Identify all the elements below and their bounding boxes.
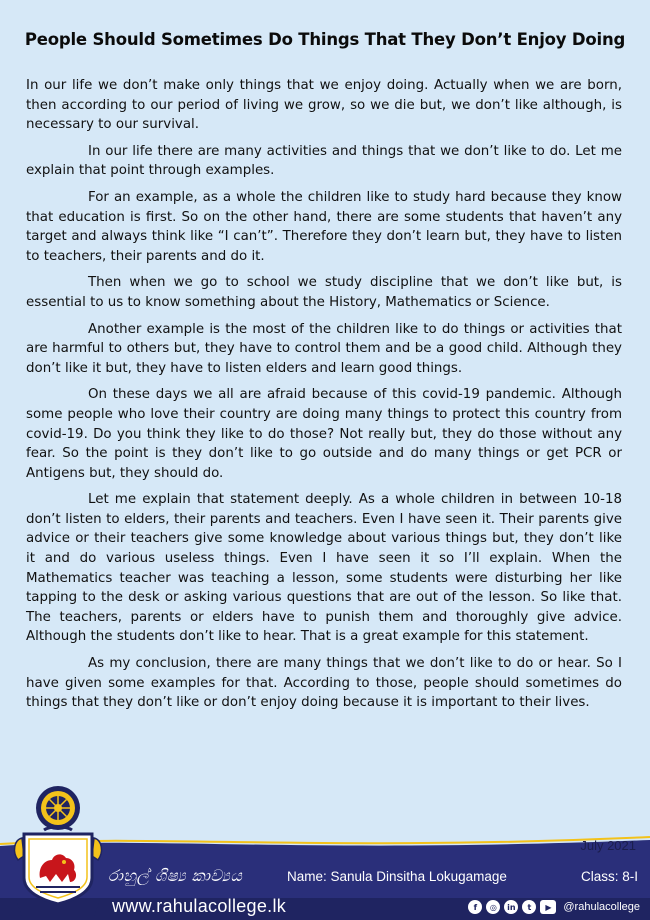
youtube-icon[interactable]: ▶: [540, 900, 556, 914]
social-handle[interactable]: @rahulacollege: [563, 901, 640, 913]
essay-paragraph: As my conclusion, there are many things that we don’t like to do or hear. So I have given some examples for that. According to those, people should sometimes do things that they don’t like or don’t enjoy doing because it is important to their lives.: [26, 656, 622, 711]
essay-paragraph: On these days we all are afraid because of this covid-19 pandemic. Although some people who love their country are doing many things to protect this country from covid-19. Do you think they like to do those? Not really but, they do those without any fear. So the point is they don’t like to go outside and do many things or get PCR or Antigens but, they should do.: [26, 387, 622, 481]
essay-body: [26, 76, 622, 720]
essay-paragraph: Another example is the most of the children like to do things or activities that are harmful to others but, they have to control them and be a good child. Although they don’t like it but, they have to listen elders and learn good things.: [26, 321, 622, 376]
school-crest-icon: [10, 782, 106, 916]
essay-paragraph: Then when we go to school we study discipline that we don’t like but, is essential to us to know something about the History, Mathematics or Science.: [26, 275, 622, 310]
essay-paragraph: Let me explain that statement deeply. As a whole children in between 10-18 don’t listen to elders, their parents and teachers. Even I have seen it. Their parents give advice or their teachers give some knowledge about various things but, they don’t like it and do various useless things. Even I have seen it so I’ll explain. When the Mathematics teacher was teaching a lesson, some students were disturbing her like tapping to the desk or asking various questions that are out of the lesson. So like that. The teachers, parents or elders have to punish them and thoroughly give advice. Although the students don’t like to hear. That is a great example for this statement.: [26, 492, 622, 645]
essay-paragraph: In our life there are many activities and things that we don’t like to do. Let me explain that point through examples.: [26, 143, 622, 179]
facebook-icon[interactable]: f: [468, 900, 482, 914]
linkedin-icon[interactable]: in: [504, 900, 518, 914]
student-name: Name: Sanula Dinsitha Lokugamage: [287, 869, 507, 884]
essay-paragraph: In our life we don’t make only things that we enjoy doing. Actually when we are born, then according to our period of living we grow, so we die but, we don’t like although, is necessary to our survival.: [26, 78, 622, 133]
page-title: People Should Sometimes Do Things That They Don’t Enjoy Doing: [24, 30, 626, 49]
instagram-icon[interactable]: ◎: [486, 900, 500, 914]
essay-paragraph: For an example, as a whole the children like to study hard because they know that education is first. So on the other hand, there are some students that haven’t any target and always think like “I can’t”. Therefore they don’t learn but, they have to listen to teachers, their parents and do it.: [26, 189, 622, 264]
brand-script-logo: රාහුල් ශිෂ්‍ය කාව්‍යය: [108, 866, 243, 885]
student-class: Class: 8-I: [580, 869, 638, 884]
website-link[interactable]: www.rahulacollege.lk: [112, 896, 287, 916]
social-links: [468, 899, 640, 915]
twitter-icon[interactable]: t: [522, 900, 536, 914]
date-text: July 2021: [580, 838, 636, 853]
